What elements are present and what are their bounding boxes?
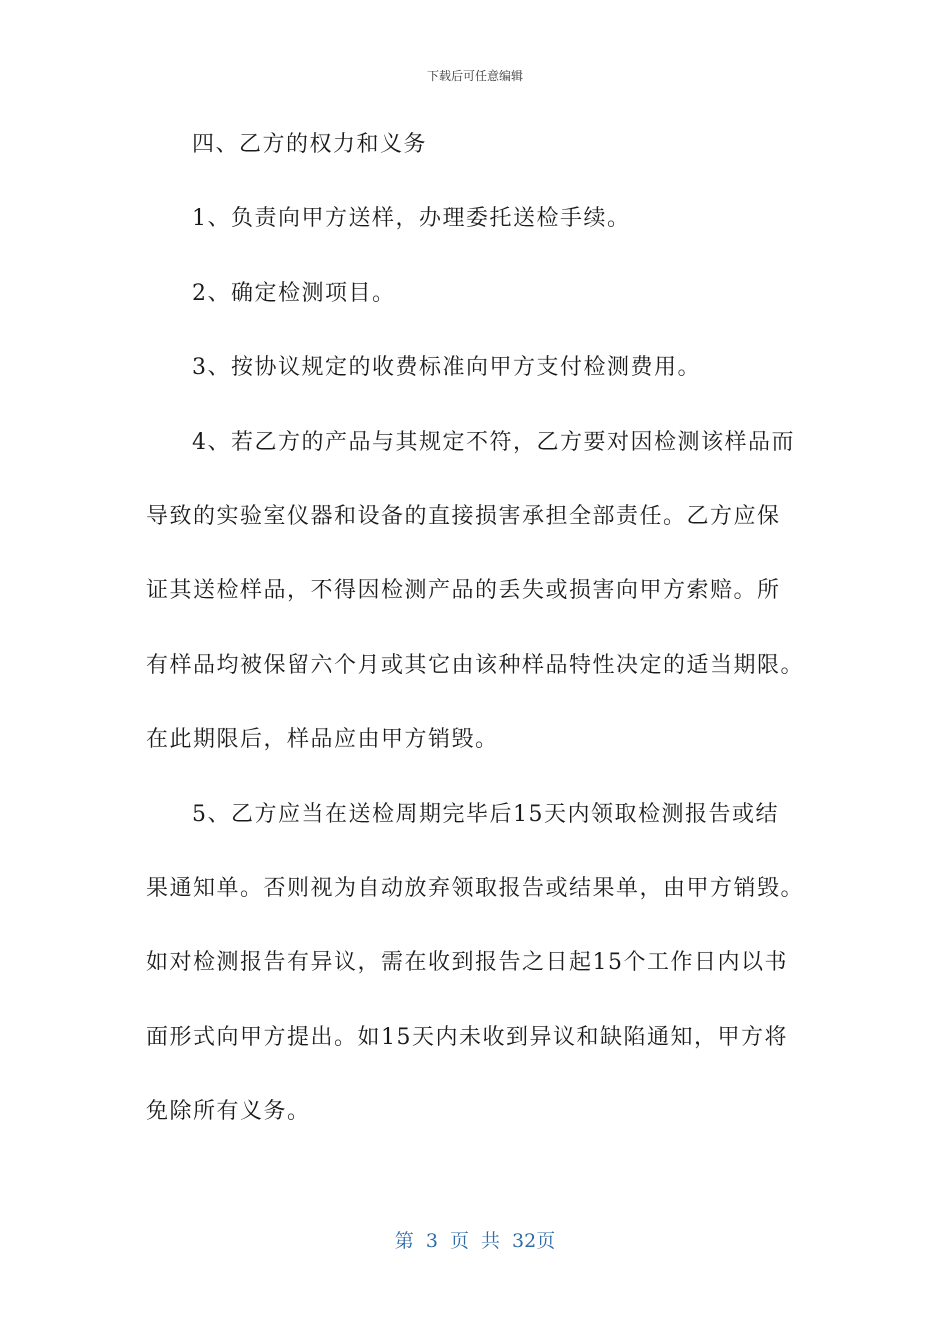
item-line: 有样品均被保留六个月或其它由该种样品特性决定的适当期限。: [146, 652, 805, 678]
item-line: 果通知单。否则视为自动放弃领取报告或结果单，由甲方销毁。: [146, 876, 805, 902]
item-line: 5、乙方应当在送检周期完毕后15天内领取检测报告或结: [192, 801, 779, 827]
spacer: [146, 163, 810, 200]
item-line: 3、按协议规定的收费标准向甲方支付检测费用。: [192, 355, 701, 381]
item-line: 面形式向甲方提出。如15天内未收到异议和缺陷通知，甲方将: [146, 1024, 788, 1050]
spacer: [146, 758, 810, 795]
list-item: [146, 796, 810, 1131]
item-line: 如对检测报告有异议，需在收到报告之日起15个工作日内以书: [146, 950, 788, 976]
body-text: [146, 126, 810, 1130]
list-item: [146, 424, 810, 759]
page-label-suffix: 页: [536, 1230, 556, 1252]
list-item: [146, 275, 810, 312]
spacer: [146, 312, 810, 349]
spacer: [146, 684, 810, 721]
item-line: 1、负责向甲方送样，办理委托送检手续。: [192, 206, 631, 232]
page-number: 3: [425, 1230, 438, 1252]
list-item: [146, 200, 810, 237]
section-heading: [146, 126, 810, 163]
item-line: 4、若乙方的产品与其规定不符，乙方要对因检测该样品而: [192, 429, 795, 455]
spacer: [146, 535, 810, 572]
item-line: 导致的实验室仪器和设备的直接损害承担全部责任。乙方应保: [146, 504, 781, 530]
page-label-mid: 页 共: [449, 1230, 500, 1252]
page-label-prefix: 第: [394, 1230, 414, 1252]
item-line: 免除所有义务。: [146, 1099, 311, 1125]
page-footer: [0, 1226, 950, 1253]
spacer: [146, 610, 810, 647]
spacer: [146, 238, 810, 275]
item-line: 证其送检样品，不得因检测产品的丢失或损害向甲方索赔。所: [146, 578, 781, 604]
item-line: 在此期限后，样品应由甲方销毁。: [146, 727, 499, 753]
header-note: 下载后可任意编辑: [426, 69, 523, 83]
spacer: [146, 982, 810, 1019]
list-item: [146, 349, 810, 386]
spacer: [146, 386, 810, 423]
spacer: [146, 907, 810, 944]
item-line: 2、确定检测项目。: [192, 280, 396, 306]
spacer: [146, 833, 810, 870]
spacer: [146, 1056, 810, 1093]
page-total: 32: [512, 1230, 537, 1252]
spacer: [146, 461, 810, 498]
section-heading-line: 四、乙方的权力和义务: [192, 132, 428, 157]
